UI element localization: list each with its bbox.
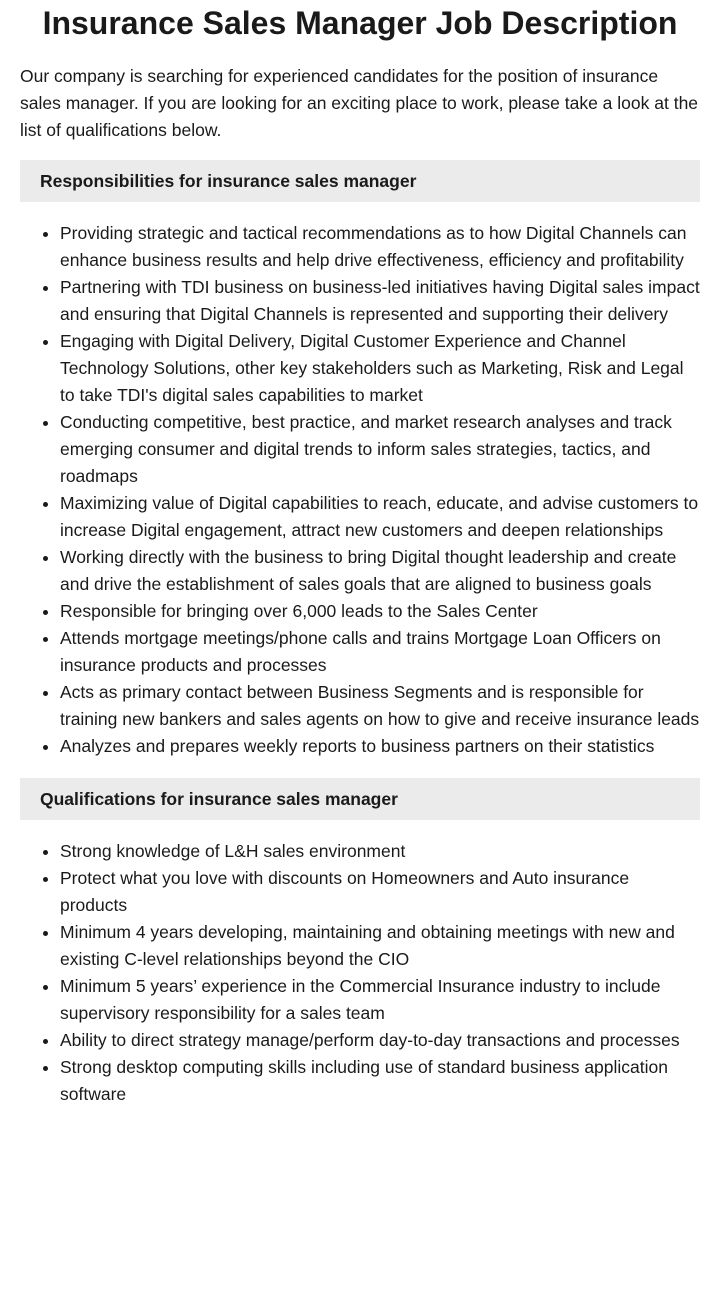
qualifications-heading: Qualifications for insurance sales manager	[20, 778, 700, 820]
list-item: • Engaging with Digital Delivery, Digital Customer Experience and Channel Technology Solutions, other key stakeholders such as Marketing, Risk and Legal to take TDI's digital sales capabilities to market	[60, 328, 700, 409]
list-item: • Strong knowledge of L&H sales environment	[60, 838, 700, 865]
qualifications-list	[20, 838, 700, 1108]
list-item: • Minimum 5 years’ experience in the Commercial Insurance industry to include supervisory responsibility for a sales team	[60, 973, 700, 1027]
responsibilities-heading: Responsibilities for insurance sales manager	[20, 160, 700, 202]
intro-paragraph: Our company is searching for experienced candidates for the position of insurance sales manager. If you are looking for an exciting place to work, please take a look at the list of qualifications below.	[20, 66, 699, 140]
list-item: • Protect what you love with discounts on Homeowners and Auto insurance products	[60, 865, 700, 919]
list-item: • Minimum 4 years developing, maintaining and obtaining meetings with new and existing C-level relationships beyond the CIO	[60, 919, 700, 973]
list-item: • Maximizing value of Digital capabilities to reach, educate, and advise customers to increase Digital engagement, attract new customers and deepen relationships	[60, 490, 700, 544]
list-item: • Analyzes and prepares weekly reports to business partners on their statistics	[60, 733, 700, 760]
page-title: Insurance Sales Manager Job Description	[42, 5, 678, 41]
list-item: • Attends mortgage meetings/phone calls and trains Mortgage Loan Officers on insurance products and processes	[60, 625, 700, 679]
list-item: • Conducting competitive, best practice, and market research analyses and track emerging consumer and digital trends to inform sales strategies, tactics, and roadmaps	[60, 409, 700, 490]
list-item: • Strong desktop computing skills including use of standard business application software	[60, 1054, 700, 1108]
list-item: • Acts as primary contact between Business Segments and is responsible for training new bankers and sales agents on how to give and receive insurance leads	[60, 679, 700, 733]
list-item: • Responsible for bringing over 6,000 leads to the Sales Center	[60, 598, 700, 625]
list-item: • Ability to direct strategy manage/perform day-to-day transactions and processes	[60, 1027, 700, 1054]
list-item: • Partnering with TDI business on business-led initiatives having Digital sales impact and ensuring that Digital Channels is represented and supporting their delivery	[60, 274, 700, 328]
list-item: • Providing strategic and tactical recommendations as to how Digital Channels can enhance business results and help drive effectiveness, efficiency and profitability	[60, 220, 700, 274]
responsibilities-list	[20, 220, 700, 760]
list-item: • Working directly with the business to bring Digital thought leadership and create and drive the establishment of sales goals that are aligned to business goals	[60, 544, 700, 598]
